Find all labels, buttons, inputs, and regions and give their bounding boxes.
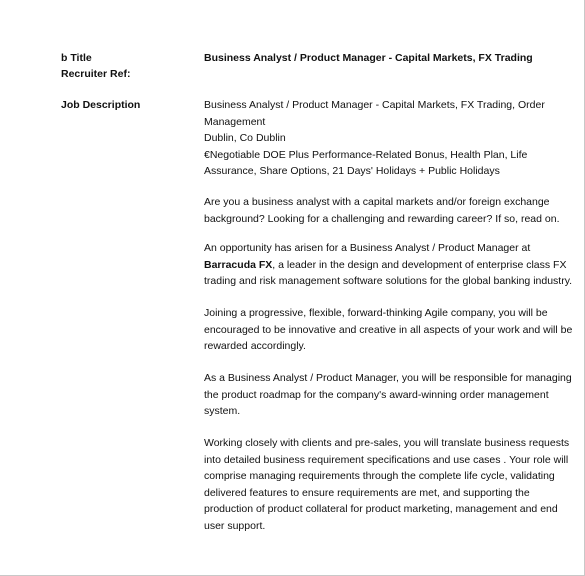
paragraph-line: Joining a progressive, flexible, forward-thinking Agile company, you will be: [204, 307, 548, 319]
job-title-value: Business Analyst / Product Manager - Capital Markets, FX Trading: [204, 52, 533, 64]
paragraph-line: user support.: [204, 519, 266, 532]
paragraph-line: [204, 257, 567, 274]
paragraph-line: Working closely with clients and pre-sales, you will translate business requests: [204, 437, 570, 449]
job-title-label: b Title: [61, 52, 92, 64]
company-name: Barracuda FX: [204, 258, 273, 271]
paragraph-line: trading and risk management software solutions for the global banking industry.: [204, 275, 573, 287]
paragraph-line: An opportunity has arisen for a Business Analyst / Product Manager at: [204, 242, 531, 254]
job-description-label: Job Description: [61, 99, 141, 111]
paragraph-line: As a Business Analyst / Product Manager, you will be responsible for managing: [204, 372, 572, 384]
paragraph-line: into detailed business requirement specifications and use cases . Your role will: [204, 453, 569, 466]
paragraph-line: background? Looking for a challenging and rewarding career? If so, read on.: [204, 212, 560, 225]
header-line: Business Analyst / Product Manager - Capital Markets, FX Trading, Order: [204, 99, 545, 111]
header-line: Management: [204, 115, 266, 128]
paragraph-line: system.: [204, 405, 241, 417]
header-line: €Negotiable DOE Plus Performance-Related Bonus, Health Plan, Life: [204, 148, 528, 161]
header-block: [204, 97, 544, 180]
paragraph-line: production of product collateral for product marketing, management and end: [204, 503, 558, 515]
header-line: Dublin, Co Dublin: [204, 132, 286, 144]
paragraph-line: the product roadmap for the company's award-winning order management: [204, 388, 549, 401]
job-description-body: [204, 97, 544, 180]
paragraph-line: rewarded accordingly.: [204, 340, 306, 352]
recruiter-ref-label: Recruiter Ref:: [61, 68, 131, 80]
paragraph-line: Are you a business analyst with a capital markets and/or foreign exchange: [204, 196, 550, 208]
paragraph-5: [204, 435, 570, 534]
paragraph-2: [204, 240, 573, 290]
header-line: Assurance, Share Options, 21 Days' Holidays + Public Holidays: [204, 165, 500, 177]
paragraph-line: delivered features to ensure requirements are met, and supporting the: [204, 486, 530, 499]
paragraph-4: [204, 370, 572, 420]
paragraph-line: encouraged to be innovative and creative in all aspects of your work and will be: [204, 323, 573, 336]
paragraph-text: , a leader in the design and development of enterprise class FX: [272, 258, 567, 271]
paragraph-3: [204, 305, 573, 355]
paragraph-1: [204, 194, 560, 227]
paragraph-line: comprise managing requirements through the complete life cycle, validating: [204, 470, 555, 482]
